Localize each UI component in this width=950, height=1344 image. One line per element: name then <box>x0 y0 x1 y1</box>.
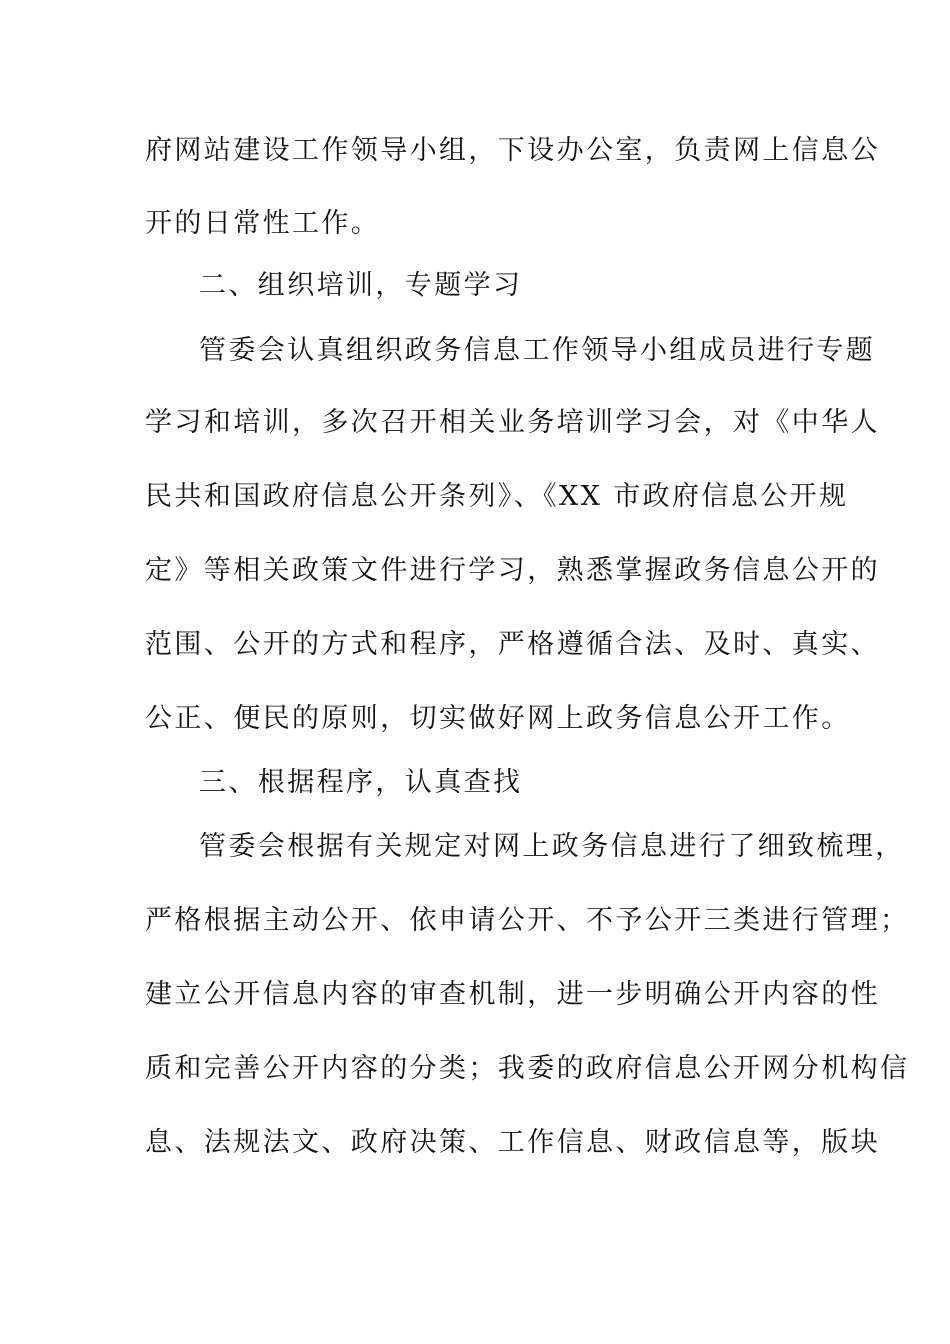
paragraph-line: 范围、公开的方式和程序，严格遵循合法、及时、真实、 <box>145 629 880 660</box>
paragraph-line: 民共和国政府信息公开条列》、《XX 市政府信息公开规 <box>145 481 849 512</box>
paragraph-line: 学习和培训，多次召开相关业务培训学习会，对《中华人 <box>145 407 880 438</box>
paragraph-line: 开的日常性工作。 <box>145 208 381 239</box>
paragraph-line: 府网站建设工作领导小组，下设办公室，负责网上信息公 <box>145 135 880 166</box>
paragraph-line: 管委会根据有关规定对网上政务信息进行了细致梳理， <box>199 831 905 862</box>
paragraph-line: 严格根据主动公开、依申请公开、不予公开三类进行管理； <box>145 905 910 936</box>
paragraph-line: 建立公开信息内容的审查机制，进一步明确公开内容的性 <box>145 979 880 1010</box>
paragraph-line: 公正、便民的原则，切实做好网上政务信息公开工作。 <box>145 703 851 734</box>
paragraph-line: 息、法规法文、政府决策、工作信息、财政信息等，版块 <box>145 1127 880 1158</box>
paragraph-line: 管委会认真组织政务信息工作领导小组成员进行专题 <box>199 335 876 366</box>
paragraph-line: 质和完善公开内容的分类；我委的政府信息公开网分机构信 <box>145 1053 910 1084</box>
section-heading: 三、根据程序，认真查找 <box>199 767 523 798</box>
section-heading: 二、组织培训，专题学习 <box>199 270 523 301</box>
paragraph-line: 定》等相关政策文件进行学习，熟悉掌握政务信息公开的 <box>145 555 880 586</box>
